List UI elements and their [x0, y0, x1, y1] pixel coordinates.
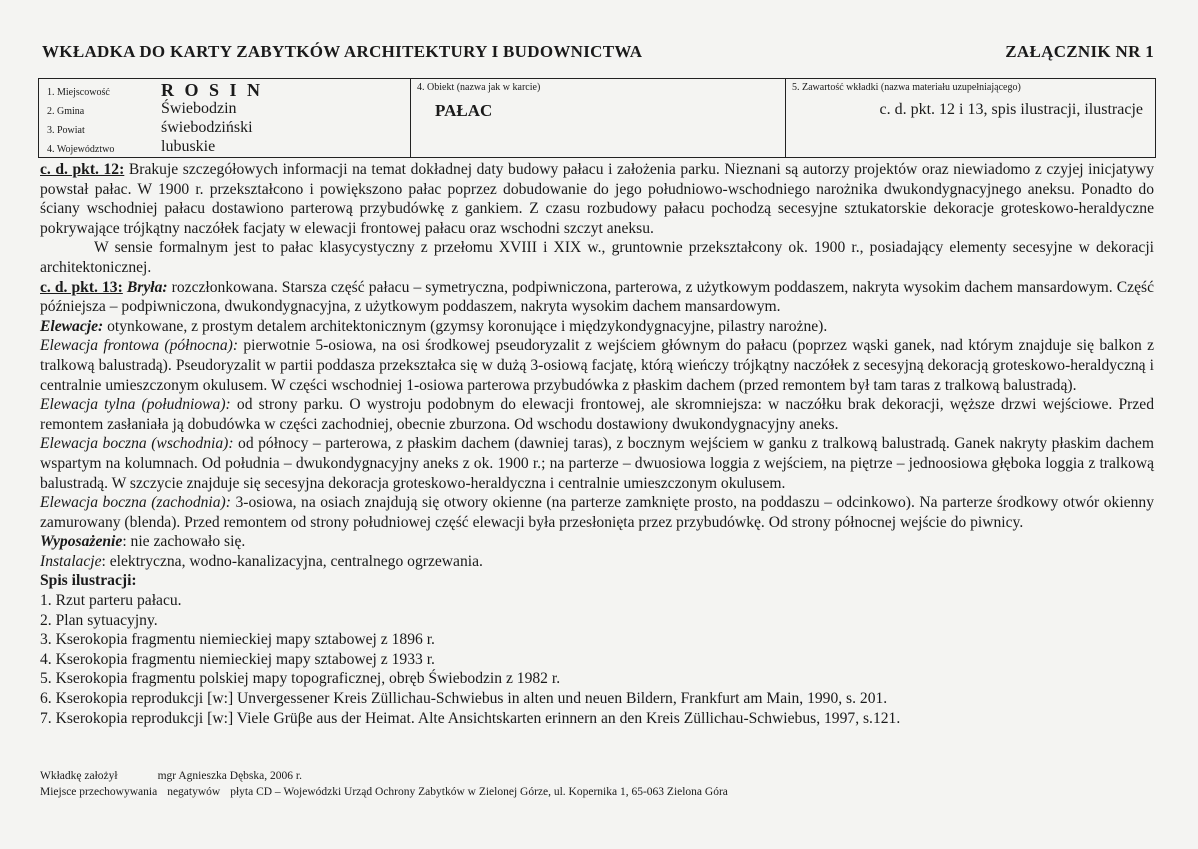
elewacje-text: otynkowane, z prostym detalem architektonicznym (gzymsy koronujące i międzykondygnacyjne, pilastry narożne).: [103, 317, 828, 335]
location-value: Świebodzin: [161, 100, 237, 117]
storage-label: Miejsce przechowywania: [40, 786, 158, 798]
illustration-item: 5. Kserokopia fragmentu polskiej mapy topograficznej, obręb Świebodzin z 1982 r.: [40, 670, 561, 688]
author-label: Wkładkę założył: [40, 770, 118, 782]
section-12-label: c. d. pkt. 12:: [40, 161, 125, 178]
elewacje-label: Elewacje:: [40, 317, 104, 335]
content-value: c. d. pkt. 12 i 13, spis ilustracji, ilustracje: [879, 101, 1143, 118]
section-12-text: Brakuje szczegółowych informacji na temat dokładnej daty budowy pałacu i założenia parku. Nieznani są autorzy projektów oraz niewiadomo z czyjej inicjatywy powstał pałac. W 1900 r. przekształcono i powiększono pałac poprzez dobudowanie do jego południowo-wschodniego narożnika dwukondygnacyjnego aneksu. Ponadto do ściany wschodniej pałacu dostawiono parterową przybudówkę z gankiem. Z czasu rozbudowy pałacu pochodzą secesyjne sztukatorskie dekoracje groteskowo-heraldyczne pokrywające trójkątny naczółek facjaty w elewacji frontowej pałacu oraz wschodni szczyt aneksu.: [40, 161, 1154, 237]
location-label: 2. Gmina: [47, 106, 85, 117]
document-title: WKŁADKA DO KARTY ZABYTKÓW ARCHITEKTURY I BUDOWNICTWA: [42, 42, 643, 61]
zachodnia-paragraph: [40, 493, 1154, 532]
section-12-paragraph: [40, 160, 1154, 238]
tylna-paragraph: [40, 395, 1154, 434]
instalacje-paragraph: [40, 552, 1154, 572]
wschodnia-label: Elewacja boczna (wschodnia):: [40, 435, 234, 453]
wschodnia-paragraph: [40, 434, 1154, 493]
location-value: świebodziński: [161, 119, 253, 136]
illustration-item: 1. Rzut parteru pałacu.: [40, 592, 182, 610]
bryla-text: rozczłonkowana. Starsza część pałacu – symetryczna, podpiwniczona, parterowa, z użytkowym poddaszem, nakryta wysokim dachem mansardowym. Część późniejsza – podpiwniczona, dwukondygnacyjna, z użytkowym poddaszem, nakryta wysokim dachem mansardowym.: [40, 278, 1154, 316]
illustration-item: 2. Plan sytuacyjny.: [40, 611, 158, 629]
location-label: 1. Miejscowość: [47, 87, 110, 98]
instalacje-text: : elektryczna, wodno-kanalizacyjna, centralnego ogrzewania.: [101, 552, 483, 570]
zachodnia-text: 3-osiowa, na osiach znajdują się otwory okienne (na parterze zamknięte prosto, na poddaszu – odcinkowo). Na parterze środkowy otwór okienny zamurowany (blenda). Przed remontem od strony południowej część elewacji była przesłonięta przez przybudówkę. Od strony północnej wejście do piwnicy.: [40, 494, 1154, 531]
section-13-label: c. d. pkt. 13:: [40, 278, 123, 296]
frontowa-paragraph: [40, 336, 1154, 395]
location-label: 3. Powiat: [47, 125, 85, 136]
instalacje-label: Instalacje: [40, 552, 102, 570]
location-row-miejscowosc: [39, 81, 411, 100]
content-label: 5. Zawartość wkładki (nazwa materiału uzupełniającego): [792, 82, 1021, 93]
location-cell: [39, 79, 411, 157]
section-13-paragraph: [40, 278, 1154, 317]
illustration-item: 6. Kserokopia reprodukcji [w:] Unvergessener Kreis Züllichau-Schwiebus in alten und neuen Bildern, Frankfurt am Main, 1990, s. 201.: [40, 690, 888, 708]
tylna-label: Elewacja tylna (południowa):: [40, 396, 231, 414]
content-cell: [786, 79, 1155, 157]
footer-author: [40, 770, 1140, 782]
illustration-item: 3. Kserokopia fragmentu niemieckiej mapy sztabowej z 1896 r.: [40, 631, 435, 649]
body-text: [40, 160, 1154, 728]
wschodnia-text: od północy – parterowa, z płaskim dachem (dawniej taras), z bocznym wejściem w ganku z tralkową balustradą. Ganek nakryty płaskim dachem wspartym na kolumnach. Od południa – dwukondygnacyjny aneks z ok. 1900 r.; na parterze – dwuosiowa loggia z wejściem, na piętrze – jednoosiowa głęboka loggia z tralkową balustradą. W szczycie znajduje się secesyjna dekoracja groteskowo-heraldyczna i centralnie umieszczonym okulusem.: [40, 435, 1154, 492]
section-12-paragraph-2: W sensie formalnym jest to pałac klasycystyczny z przełomu XVIII i XIX w., gruntownie przekształcony ok. 1900 r., posiadający elementy secesyjne w dekoracji architektonicznej.: [40, 239, 1154, 276]
wyposazenie-paragraph: [40, 532, 1154, 552]
tylna-text: od strony parku. O wystroju podobnym do elewacji frontowej, ale skromniejsza: w naczółku brak dekoracji, węższe drzwi wejściowe. Przed remontem zasłaniała ją dobudówka w części zachodniej, obecnie zburzona. Od wschodu dostawiony dwukondygnacyjny aneks.: [40, 396, 1154, 433]
zachodnia-label: Elewacja boczna (zachodnia):: [40, 494, 231, 512]
location-row-gmina: [39, 100, 411, 119]
annex-number: ZAŁĄCZNIK NR 1: [1005, 42, 1154, 61]
elewacje-paragraph: [40, 317, 1154, 337]
header-info-box: [38, 78, 1156, 158]
location-label: 4. Województwo: [47, 144, 115, 155]
location-row-wojewodztwo: [39, 138, 411, 157]
bryla-label: Bryła:: [126, 278, 168, 296]
footer-storage: [40, 786, 1140, 798]
storage-value: płyta CD – Wojewódzki Urząd Ochrony Zabytków w Zielonej Górze, ul. Kopernika 1, 65-063 Zielona Góra: [230, 786, 728, 798]
object-cell: [411, 79, 786, 157]
frontowa-label: Elewacja frontowa (północna):: [40, 337, 239, 355]
author-value: mgr Agnieszka Dębska, 2006 r.: [157, 770, 302, 782]
illustrations-heading: Spis ilustracji:: [40, 572, 137, 590]
title-row: [42, 42, 1154, 64]
location-value: R O S I N: [161, 80, 264, 100]
wyposazenie-text: : nie zachowało się.: [122, 533, 246, 551]
illustration-item: 4. Kserokopia fragmentu niemieckiej mapy sztabowej z 1933 r.: [40, 650, 435, 668]
frontowa-text: pierwotnie 5-osiowa, na osi środkowej pseudoryzalit z wejściem głównym do pałacu (poprzez wąski ganek, nad którym znajduje się balkon z tralkową balustradą). Pseudoryzalit w partii poddasza przekształca się w dużą 3-osiową facjatę, którą wieńczy trójkątny naczółek z secesyjną dekoracją groteskowo-heraldyczną i centralnie umieszczonym okulusem. W części wschodniej 1-osiowa parterowa przybudówka z płaskim dachem (przed remontem był tam taras z tralkową balustradą).: [40, 337, 1154, 394]
wyposazenie-label: Wyposażenie: [40, 533, 123, 551]
object-value: PAŁAC: [435, 101, 493, 120]
object-label: 4. Obiekt (nazwa jak w karcie): [417, 82, 541, 93]
illustration-item: 7. Kserokopia reprodukcji [w:] Viele Grüβe aus der Heimat. Alte Ansichtskarten erinnern an den Kreis Züllichau-Schwiebus, 1997, s.121.: [40, 709, 901, 727]
location-value: lubuskie: [161, 138, 216, 155]
storage-sublabel: negatywów: [167, 786, 221, 798]
location-row-powiat: [39, 119, 411, 138]
